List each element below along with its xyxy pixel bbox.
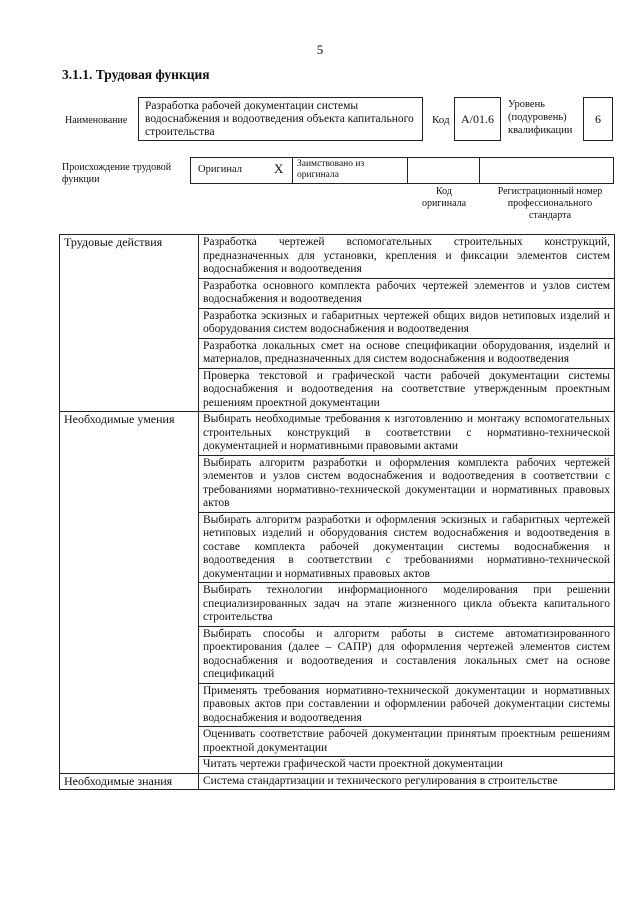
original-label: Оригинал (198, 164, 242, 175)
code-original-cell (408, 157, 480, 184)
skill-item: Выбирать алгоритм разработки и оформления эскизных и габаритных чертежей нетиповых изделий и оборудования систем водоснабжения и водоотведения в составе комплекта рабочей документации системы водоснабжения и водоотведения в соответствии с требованиями нормативно-технической документации и нормативных правовых актов (199, 512, 615, 583)
section-title: 3.1.1. Трудовая функция (62, 67, 210, 82)
level-label-line2: (подуровень) (508, 112, 567, 123)
page-number: 5 (316, 42, 324, 57)
skill-item: Выбирать необходимые требования к изготовлению и монтажу вспомогательных строительных конструкций в соответствии с нормативно-технической документацией и нормативными правовыми актами (199, 412, 615, 456)
origin-label-line1: Происхождение трудовой (62, 162, 172, 173)
knowledge-item: Система стандартизации и технического регулирования в строительстве (199, 773, 615, 790)
origin-label-line2: функции (62, 174, 100, 185)
labor-action-item: Разработка чертежей вспомогательных строительных конструкций, предназначенных для установки, крепления и фиксации элементов систем водоснабжения и водоотведения (199, 235, 615, 279)
original-mark: X (274, 161, 284, 176)
code-original-line1: Код (436, 186, 452, 197)
reg-number-line2: профессионального (507, 198, 593, 209)
name-value: Разработка рабочей документации системы водоснабжения и водоотведения объекта капитального строительства (138, 97, 423, 141)
level-label-line3: квалификации (508, 125, 573, 136)
borrowed-cell (293, 157, 408, 184)
skill-item: Выбирать технологии информационного моделирования при решении специализированных задач на этапе жизненного цикла объекта капитального строительства (199, 583, 615, 627)
skills-label: Необходимые умения (60, 412, 199, 774)
level-label (508, 98, 572, 137)
table-row (60, 773, 615, 790)
labor-action-item: Разработка локальных смет на основе спецификации оборудования, изделий и материалов, предназначенных для систем водоснабжения и водоотведения (199, 338, 615, 368)
level-value: 6 (583, 97, 613, 141)
knowledge-label: Необходимые знания (60, 773, 199, 790)
function-table (59, 234, 615, 790)
reg-number-label (484, 186, 616, 222)
borrowed-label-line1: Заимствовано из (297, 159, 365, 169)
name-label: Наименование (65, 115, 128, 126)
code-label: Код (432, 114, 450, 126)
skill-item: Выбирать способы и алгоритм работы в системе автоматизированного проектирования (далее – САПР) для оформления чертежей элементов систем водоснабжения и водоотведения и составления локальных смет на основе спецификаций (199, 626, 615, 683)
table-row (60, 412, 615, 456)
skill-item: Применять требования нормативно-технической документации и нормативных правовых актов при составлении и оформлении рабочей документации системы водоснабжения и водоотведения (199, 683, 615, 727)
labor-actions-label: Трудовые действия (60, 235, 199, 412)
reg-number-line3: стандарта (528, 210, 572, 221)
origin-label (62, 162, 187, 186)
skill-item: Выбирать алгоритм разработки и оформления комплекта рабочих чертежей элементов и узлов систем водоснабжения и водоотведения в соответствии с требованиями нормативно-технической документации и нормативных правовых актов (199, 455, 615, 512)
code-original-line2: оригинала (421, 198, 467, 209)
labor-action-item: Проверка текстовой и графической части рабочей документации системы водоснабжения и водоотведения на соответствие утвержденным проектным решениям проектной документации (199, 368, 615, 412)
code-original-label (408, 186, 480, 210)
level-label-line1: Уровень (508, 99, 545, 110)
table-row (60, 235, 615, 279)
skill-item: Оценивать соответствие рабочей документации принятым проектным решениям проектной документации (199, 727, 615, 757)
reg-number-line1: Регистрационный номер (497, 186, 603, 197)
borrowed-label-line2: оригинала (297, 170, 339, 180)
code-value: А/01.6 (454, 97, 501, 141)
labor-action-item: Разработка эскизных и габаритных чертежей общих видов нетиповых изделий и оборудования систем водоснабжения и водоотведения (199, 308, 615, 338)
labor-action-item: Разработка основного комплекта рабочих чертежей элементов и узлов систем водоснабжения и водоотведения (199, 278, 615, 308)
skill-item: Читать чертежи графической части проектной документации (199, 757, 615, 774)
